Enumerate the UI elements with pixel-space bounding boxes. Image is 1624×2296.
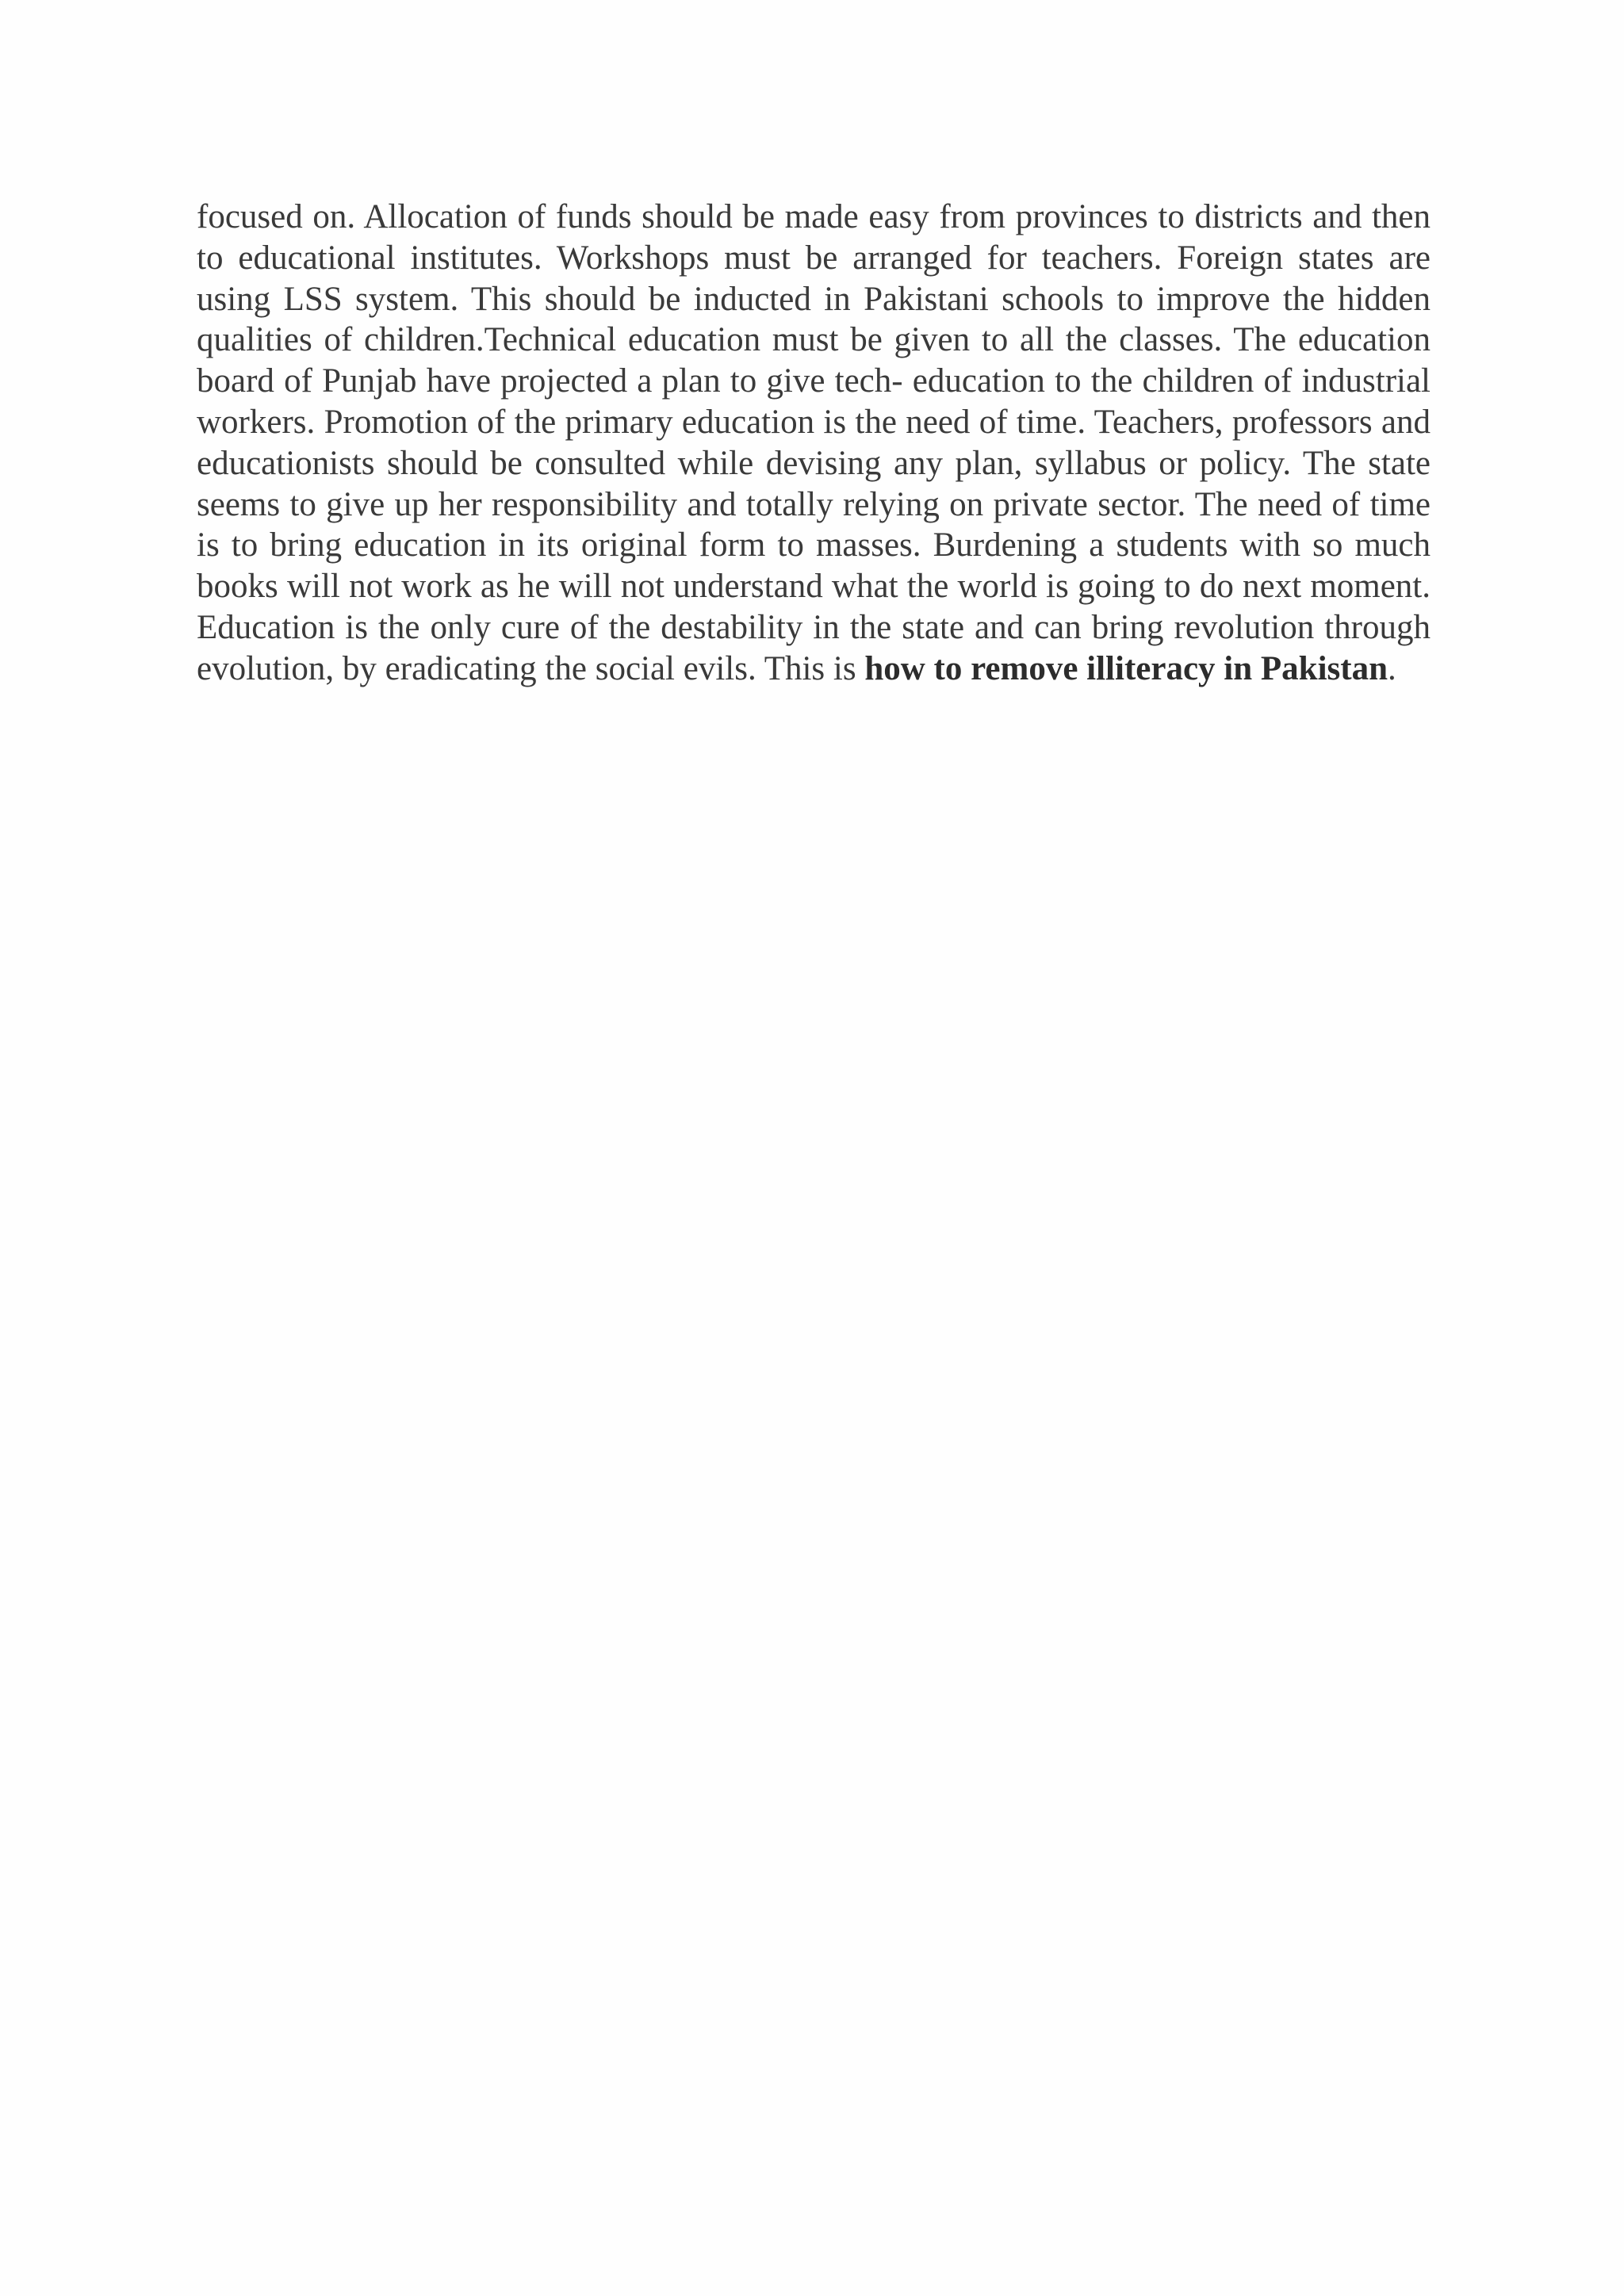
paragraph-end-punctuation: . <box>1387 649 1396 687</box>
body-paragraph <box>197 197 1431 690</box>
paragraph-text: focused on. Allocation of funds should be made easy from provinces to districts and then to educational institutes. Workshops must be arranged for teachers. Foreign states are using LSS system. This should be inducted in Pakistani schools to improve the hidden qualities of children.Technical education must be given to all the classes. The education board of Punjab have projected a plan to give tech- education to the children of industrial workers. Promotion of the primary education is the need of time. Teachers, professors and educationists should be consulted while devising any plan, syllabus or policy. The state seems to give up her responsibility and totally relying on private sector. The need of time is to bring education in its original form to masses. Burdening a students with so much books will not work as he will not understand what the world is going to do next moment. Education is the only cure of the destability in the state and can bring revolution through evolution, by eradicating the social evils. This is <box>197 198 1431 687</box>
paragraph-bold-phrase: how to remove illiteracy in Pakistan <box>864 649 1388 687</box>
